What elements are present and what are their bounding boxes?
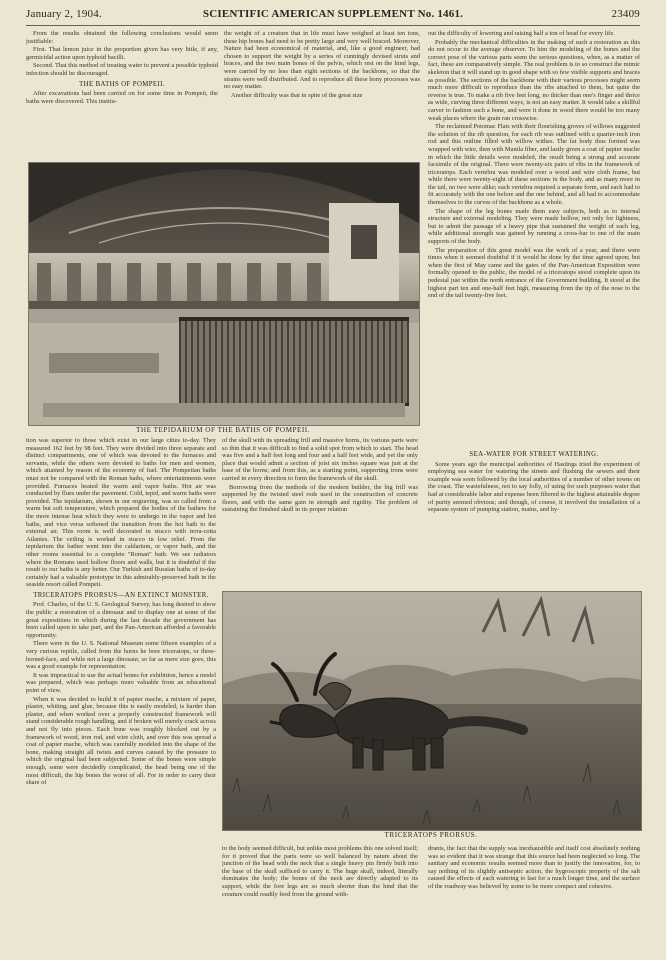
column-2-middle <box>222 437 418 587</box>
paragraph: First. That lemon juice in the proportion given has very little, if any, germicidal action upon typhoid bacilli. <box>26 46 218 61</box>
paragraph: Second. That this method of treating water to prevent a possible typhoid infection should be discouraged. <box>26 62 218 77</box>
paragraph: tion was superior to those which exist in our large cities to-day. They measured 162 feet by 98 feet. They were divided into three separate and distinct compartments, one of which was devoted to the furnaces and servants, while the others were devoted to baths for men and women, which attained by reason of the economy of fuel. The Pompeiian baths must not be compared with the Roman baths, where entertainments were provided. Furnaces heated the warm and vapor baths. Hot air was conducted by flues under the pavement. Cold, tepid, and warm baths were provided. The tepidarium, shown in our engraving, was so called from a warm but soft temperature, which prepared the bodies of the bathers for the more intense heat which they were to undergo in the vapor and hot baths, and vice versa softened the transition from the hot bath to the external air. This room is well decorated in stucco with terra-cotta Atlantes. The ceiling is worked in stucco in low relief. From the tepidarium the bather went into the caldarium, or vapor bath, and the other rooms essential to a complete "Roman" bath. We see radiators where the Romans used hollow floors and walls, but it is doubtful if the result to our baths is any better. Our Turkish and Russian baths of to-day certainly had a valuable prototype in this admirably-preserved bath in the seaside resort called Pompeii. <box>26 437 216 589</box>
tepidarium-illustration <box>29 163 419 425</box>
paragraph: Another difficulty was that in spite of the great size <box>231 91 363 99</box>
tepidarium-engraving <box>28 162 420 426</box>
paragraph: From the results obtained the following conclusions would seem justifiable: <box>26 30 218 45</box>
page-header <box>26 8 640 26</box>
header-rule <box>26 25 640 26</box>
column-3-middle <box>428 448 640 588</box>
column-1-middle <box>26 437 216 855</box>
paragraph: to the body seemed difficult, but unlike most problems this one solved itself; for it proved that the parts were so well balanced by nature about the junction of the head with the neck that a single heavy pin firmly built into the base of the skull sufficed to carry it. The huge skull, indeed, literally dominates the body; the bones of the neck are directly adapted to its support, while the fore legs are so much shorter than the hind that the creature could readily feed from the ground with- <box>222 845 418 898</box>
section-heading-baths: THE BATHS OF POMPEII. <box>79 80 165 88</box>
paragraph: Prof. Charles, of the U. S. Geological Survey, has long desired to show the public a restoration of a dinosaur and to display one at some of the great expositions in which during the last decade the government has been called upon to take part, and the Pan-American afforded a favorable opportunity. <box>26 601 216 639</box>
paragraph: Probably the mechanical difficulties in the making of such a restoration as this do not occur to the average observer. To him the modeling of the bones and the correct pose of the various parts seem the serious questions, when, as a matter of fact, these are comparatively simple. The real problem is to so construct the mimic skeleton that it will stand up in good shape with so few visible supports and braces as possible. The sections of the backbone with their various processes might seem much more difficult to reproduce than the ribs attached to them, but quite the reverse is true. To make a rib five feet long, no thicker than one's finger and thrice as wide, curving three different ways, is not an easy matter. It would take a skillful carver to fashion such a bone, and were it done in wood there would be too many weak places where the grain ran crosswise. <box>428 38 640 122</box>
paragraph: Borrowing from the methods of the modern builder, the big frill was supported by the twisted steel rods used in the construction of concrete floors, and with the same gain in strength and rigidity. The problem of sustaining the finished skull in its proper relation <box>222 483 418 514</box>
paragraph: out the difficulty of lowering and raising half a ton of head for every life. <box>428 30 615 37</box>
triceratops-illustration <box>223 592 641 830</box>
paragraph: The reclaimed Potomac Flats with their flourishing groves of willows suggested the solution of the rib question, for each rib was outlined with a quarter-inch iron rod and this outline filled with willow withes. The fat body thus formed was wrapped with wire, then with Manila fiber, and lastly given a coat of papier mache in which the little details were modeled, the result being a strong and accurate facsimile of the original. There were twenty-six pairs of ribs in the framework of triceratops. Each vertebra was modeled over a wood and wire cloth frame, but while there were twenty-eight of these sections in the body, and as many more in the tail, no two were alike; each vertebra required a separate form, and each had to fit accurately with the one before and the one behind, and all had to accommodate themselves to the curves of the backbone as a whole. <box>428 123 640 207</box>
paragraph: Some years ago the municipal authorities of Hastings tried the experiment of employing sea water for watering the streets and flushing the sewers and their example was soon followed by the local authorities of a number of other towns on the coast. The wastefulness, not to say folly, of using for such purposes water that had at considerable labor and expense been filtered to the highest attainable degree of purity seemed obvious; and though, of course, it involved the installation of a separate system of pumping station, mains, and hy- <box>428 460 640 514</box>
tepidarium-caption: THE TEPIDARIUM OF THE BATHS OF POMPEII. <box>136 426 310 434</box>
page-number: 23409 <box>611 8 640 20</box>
paragraph: After excavations had been carried on for some time in Pompeii, the baths were discovered. This institu- <box>26 90 218 105</box>
paragraph: of the skull with its spreading frill and massive horns, its various parts were so thin that it was difficult to find a solid spot from which to start. The head was five and a half feet long and four and a half feet wide, and yet the only place that would admit a section of joist six inches square was just at the base of the horns; and from this, as a starting point, supporting irons were carried in every direction to form the framework of the skull. <box>222 437 418 482</box>
triceratops-caption: TRICERATOPS PRORSUS. <box>384 831 478 839</box>
column-3 <box>428 30 640 446</box>
column-1-top <box>26 30 218 162</box>
publication-title: SCIENTIFIC AMERICAN SUPPLEMENT No. 1461. <box>202 8 464 20</box>
paragraph: There were in the U. S. National Museum some fifteen examples of a very curious reptile, called from the horns he bore triceratops, or three-horned-face, and while not a large dinosaur, so far as mere size goes, this was a good example for representation. <box>26 640 216 671</box>
column-2-top <box>224 30 420 162</box>
paragraph: drants, the fact that the supply was inexhaustible and itself cost absolutely nothing was so evident that it was strange that this source had been neglected so long. The sanitary and economic results seemed more than to justify the innovation, for, to say nothing of its slightly antiseptic action, the hygroscopic property of the salt caused the effects of each watering to last for a much longer time, and the surface of the roadway was believed by some to be more compact and cohesive. <box>428 845 640 890</box>
paragraph: It was impractical to use the actual bones for exhibition, hence a model was prepared, which was perhaps more valuable from an educational point of view. <box>26 671 216 694</box>
section-heading-sea-water: SEA-WATER FOR STREET WATERING. <box>469 451 599 458</box>
triceratops-engraving <box>222 591 642 831</box>
issue-date: January 2, 1904. <box>26 8 102 20</box>
paragraph: the weight of a creature that in life must have weighed at least ten tons, these hip bones had need to be pretty large and very well braced. Moreover, Nature had been economical of material, and, like a good engineer, had chosen to support the weight by a series of cunningly devised struts and braces, and the two main bones of the pelvis, which rest on the hind legs, were carried by no less than eight sections of the backbone, so that the strains were well distributed. And to reproduce all these bony processes was no easy matter. <box>224 30 420 91</box>
column-5-bottom <box>428 845 640 951</box>
paragraph: The preparation of this great model was the work of a year, and there were times when it seemed doubtful if it would be done by the time agreed upon; but when the first of May came and the gates of the Pan-American Exposition were formally opened to the public, the model of a triceratops stood complete upon its pedestal just within the north entrance of the Government building. It stood at the highest part ten and one-half feet high, measuring from the tip of the nose to the end of the tail twenty-five feet. <box>428 246 640 300</box>
paragraph: The shape of the leg bones made them easy subjects, both as to internal structure and external modeling. They were made hollow, not only for lightness, but to admit the passage of a heavy pipe that sustained the weight of each leg, while additional strength was gained by running a cross-bar to one of the main supports of the body. <box>428 207 640 246</box>
section-heading-triceratops: TRICERATOPS PRORSUS—AN EXTINCT MONSTER. <box>33 591 209 599</box>
paragraph: When it was decided to build it of papier mache, a mixture of paper, plaster, whiting, and glue, because this is easily modeled, is harder than plaster, and when worked over a properly constructed framework will stand considerable rough handling, and if broken will merely crack across and not fly into pieces. Each bone was roughly blocked out by a framework of wood, iron rod, and wire cloth, and over this was spread a coat of papier mache, which was carefully modeled into the shape of the bone, making straight all twists and curves caused by the pressure to which the original had been subjected. Some of the bones were simple enough, some were decidedly complicated, the head being one of the most difficult, the hip bones the worst of all. For in order to carry their share of <box>26 695 216 787</box>
column-4-bottom <box>222 845 418 951</box>
